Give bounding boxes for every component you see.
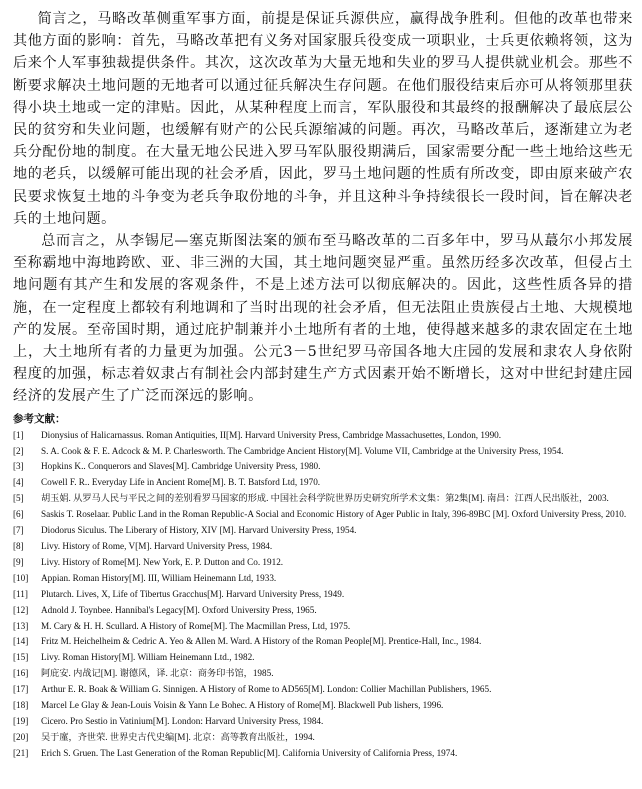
reference-item (13, 571, 633, 587)
reference-item (13, 714, 633, 730)
reference-number: [12] (13, 604, 29, 615)
reference-number: [7] (13, 525, 24, 536)
reference-item (13, 603, 633, 619)
reference-item (13, 475, 633, 491)
reference-text: 吴于廑，齐世荣. 世界史古代史编[M]. 北京：高等教育出版社，1994. (41, 731, 315, 742)
reference-number: [5] (13, 493, 24, 504)
reference-number: [21] (13, 747, 29, 758)
reference-number: [4] (13, 477, 24, 488)
reference-item (13, 523, 633, 539)
reference-item (13, 634, 633, 650)
reference-item (13, 555, 633, 571)
reference-number: [10] (13, 572, 29, 583)
reference-text: Livy. Roman History[M]. William Heinemann Ltd., 1982. (41, 652, 255, 663)
reference-text: Cicero. Pro Sestio in Vatinium[M]. London: Harvard University Press, 1984. (41, 715, 324, 726)
reference-item (13, 730, 633, 746)
reference-item (13, 539, 633, 555)
reference-text: Dionysius of Halicarnassus. Roman Antiquities, II[M]. Harvard University Press, Cambridge Massachusettes, London, 1990. (41, 429, 502, 440)
reference-text: S. A. Cook & F. E. Adcock & M. P. Charlesworth. The Cambridge Ancient History[M]. Volume VII, Cambridge at the University Press, 1954. (41, 445, 564, 456)
references-heading: 参考文献： (13, 412, 66, 425)
body-text (13, 8, 633, 408)
reference-number: [18] (13, 700, 29, 711)
reference-number: [8] (13, 541, 24, 551)
reference-text: M. Cary & H. H. Scullard. A History of Rome[M]. The Macmillan Press, Ltd, 1975. (41, 620, 351, 631)
reference-item (13, 698, 633, 714)
reference-item (13, 682, 633, 698)
reference-text: Livy. History of Rome, V[M]. Harvard University Press, 1984. (41, 541, 273, 551)
reference-number: [2] (13, 445, 24, 456)
reference-text: Hopkins K.. Conquerors and Slaves[M]. Cambridge University Press, 1980. (41, 461, 321, 472)
reference-item (13, 666, 633, 682)
reference-number: [19] (13, 715, 29, 726)
reference-item (13, 619, 633, 635)
reference-number: [17] (13, 684, 29, 695)
reference-number: [3] (13, 461, 24, 472)
references-list (13, 428, 633, 762)
paragraph: 总而言之，从李锡尼—塞克斯图法案的颁布至马略改革的二百多年中，罗马从蕞尔小邦发展至称霸地中海地跨欧、亚、非三洲的大国，其土地问题突显严重。虽然历经多次改革，但侵占土地问题有其产生和发展的客观条件，不是上述方法可以彻底解决的。因此，这些性质各异的措施，在一定程度上都较有利地调和了当时出现的社会矛盾，但无法阻止贵族侵占土地、大规模地产的发展。至帝国时期，通过庇护制兼并小土地所有者的土地，使得越来越多的隶农固定在土地上，大土地所有者的力量更为加强。公元3－5世纪罗马帝国各地大庄园的发展和隶农人身依附程度的加强，标志着奴隶占有制社会内部封建生产方式因素开始不断增长，这对中世纪封建庄园经济的发展产生了广泛而深远的影响。 (13, 233, 633, 405)
reference-text: Erich S. Gruen. The Last Generation of the Roman Republic[M]. California University of California Press, 1974. (41, 747, 458, 758)
reference-item (13, 428, 633, 444)
reference-number: [13] (13, 620, 29, 631)
reference-text: Marcel Le Glay & Jean-Louis Voisin & Yann Le Bohec. A History of Rome[M]. Blackwell Pub lishers, 1996. (41, 700, 444, 711)
reference-text: 胡玉娟. 从罗马人民与平民之间的差别看罗马国家的形成. 中国社会科学院世界历史研究所学术文集：第2集[M]. 南昌：江西人民出版社，2003. (41, 493, 609, 504)
reference-text: Fritz M. Heichelheim & Cedric A. Yeo & Allen M. Ward. A History of the Roman People[M]. Prentice-Hall, Inc., 1984. (41, 636, 482, 647)
reference-text: Arthur E. R. Boak & William G. Sinnigen. A History of Rome to AD565[M]. London: Collier Machillan Publishers, 1965. (41, 684, 492, 695)
reference-item (13, 491, 633, 507)
reference-number: [20] (13, 731, 29, 742)
reference-number: [1] (13, 429, 24, 440)
reference-number: [11] (13, 588, 28, 599)
reference-item (13, 459, 633, 475)
reference-text: Cowell F. R.. Everyday Life in Ancient Rome[M]. B. T. Batsford Ltd, 1970. (41, 477, 321, 488)
reference-number: [9] (13, 556, 24, 567)
reference-text: Appian. Roman History[M]. III, William Heinemann Ltd, 1933. (41, 572, 277, 583)
reference-number: [16] (13, 668, 29, 679)
reference-text: Diodorus Siculus. The Liberary of History, XIV [M]. Harvard University Press, 1954. (41, 525, 357, 536)
reference-number: [15] (13, 652, 29, 663)
paragraph: 简言之，马略改革侧重军事方面，前提是保证兵源供应，赢得战争胜利。但他的改革也带来其他方面的影响：首先，马略改革把有义务对国家服兵役变成一项职业，士兵更依赖将领，这为后来个人军事独裁提供条件。其次，这次改革为大量无地和失业的罗马人提供就业机会。那些不断要求解决土地问题的无地者可以通过征兵解决生存问题。在他们服役结束后亦可从将领那里获得小块土地或一定的津贴。因此，从某种程度上而言，军队服役和其最终的报酬解决了最底层公民的贫穷和失业问题，也缓解有财产的公民兵源缩减的问题。再次，马略改革后，逐渐建立为老兵分配份地的制度。在大量无地公民进入罗马军队服役期满后，国家需要分配一些土地给这些无地的老兵，以缓解可能出现的社会矛盾，因此，罗马土地问题的性质有所改变，即由原来破产农民要求恢复土地的斗争变为老兵争取份地的斗争，并且这种斗争持续很长一段时间，旨在解决老兵的土地问题。 (13, 11, 633, 227)
reference-item (13, 587, 633, 603)
reference-item (13, 507, 633, 523)
reference-text: 阿庇安. 内战记[M]. 谢德风，译. 北京：商务印书馆，1985. (41, 668, 274, 679)
reference-text: Saskis T. Roselaar. Public Land in the Roman Republic-A Social and Economic History of Ager Public in Italy, 396-89BC [M]. Oxford University Press, 2010. (41, 509, 627, 520)
reference-text: Plutarch. Lives, X, Life of Tibertus Gracchus[M]. Harvard University Press, 1949. (41, 588, 345, 599)
reference-text: Livy. History of Rome[M]. New York, E. P. Dutton and Co. 1912. (41, 556, 284, 567)
reference-text: Adnold J. Toynbee. Hannibal's Legacy[M]. Oxford University Press, 1965. (41, 604, 317, 615)
reference-number: [6] (13, 509, 24, 520)
reference-number: [14] (13, 636, 29, 647)
reference-item (13, 746, 633, 762)
reference-item (13, 650, 633, 666)
reference-item (13, 444, 633, 460)
